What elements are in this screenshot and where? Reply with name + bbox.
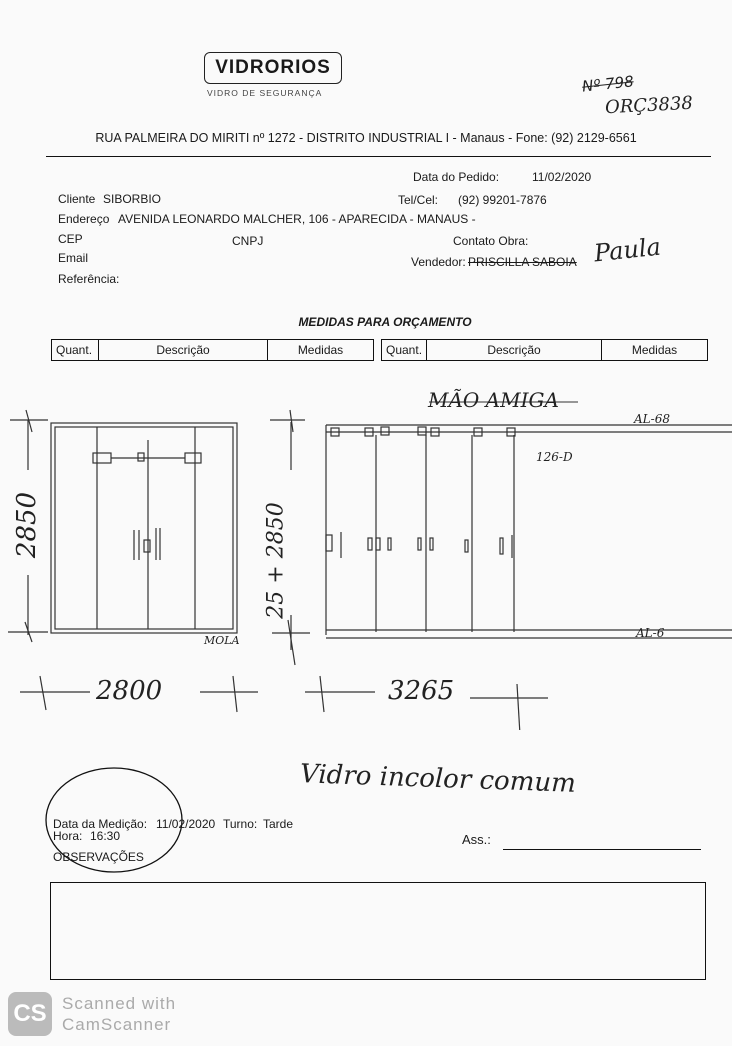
- company-address: RUA PALMEIRA DO MIRITI nº 1272 - DISTRITO INDUSTRIAL I - Manaus - Fone: (92) 2129-6561: [95, 131, 637, 145]
- observations-label: OBSERVAÇÕES: [53, 850, 144, 864]
- address-label: Endereço: [58, 212, 110, 226]
- left-height-label: 2850: [12, 491, 43, 559]
- col-qty: Quant.: [52, 340, 99, 361]
- phone-value: (92) 99201-7876: [458, 193, 547, 207]
- col-desc: Descrição: [427, 340, 602, 361]
- signature-line: [503, 849, 701, 850]
- profile-note-top: AL-68: [634, 412, 670, 426]
- order-number-crossed: Nº 798: [581, 72, 635, 96]
- measures-table-left: [51, 339, 374, 361]
- mola-label: MOLA: [204, 634, 240, 647]
- seller-value: PRISCILLA SABOIA: [468, 255, 577, 269]
- sketch-title: MÃO AMIGA: [428, 388, 559, 412]
- profile-note-mid: 126-D: [536, 450, 573, 464]
- order-number-handwritten: ORÇ3838: [604, 92, 694, 119]
- col-qty: Quant.: [382, 340, 427, 361]
- company-tagline: VIDRO DE SEGURANÇA: [207, 88, 323, 98]
- contact-value: Paula: [592, 232, 663, 268]
- contact-label: Contato Obra:: [453, 234, 529, 248]
- left-width-label: 2800: [96, 676, 163, 706]
- measures-title: MEDIDAS PARA ORÇAMENTO: [298, 315, 472, 329]
- col-meas: Medidas: [268, 340, 374, 361]
- client-value: SIBORBIO: [103, 192, 162, 206]
- cep-label: CEP: [58, 232, 83, 246]
- signature-label: Ass.:: [462, 832, 491, 847]
- phone-label: Tel/Cel:: [398, 193, 439, 207]
- profile-note-bottom: AL-6: [636, 626, 665, 640]
- observations-box: [50, 882, 706, 980]
- scanner-watermark: [8, 992, 176, 1036]
- order-date-value: 11/02/2020: [532, 170, 592, 184]
- time-value: 16:30: [90, 829, 121, 843]
- measure-date-label: Data da Medição:: [53, 817, 148, 831]
- time-label: Hora:: [53, 829, 83, 843]
- camscanner-logo-icon: CS: [8, 992, 52, 1036]
- seller-label: Vendedor:: [411, 255, 466, 269]
- company-logo: VIDRORIOS: [204, 52, 342, 84]
- address-value: AVENIDA LEONARDO MALCHER, 106 - APARECIDA - MANAUS -: [118, 212, 476, 226]
- header-divider: [46, 156, 711, 157]
- right-width-label: 3265: [388, 676, 455, 706]
- col-desc: Descrição: [99, 340, 268, 361]
- measure-date-value: 11/02/2020: [156, 817, 216, 831]
- watermark-line2: CamScanner: [62, 1015, 172, 1034]
- right-height-label: 25 + 2850: [263, 502, 289, 619]
- col-meas: Medidas: [602, 340, 708, 361]
- reference-label: Referência:: [58, 272, 120, 286]
- cnpj-label: CNPJ: [232, 234, 264, 248]
- client-label: Cliente: [58, 192, 96, 206]
- shift-label: Turno:: [223, 817, 258, 831]
- glass-note: Vidro incolor comum: [299, 759, 577, 799]
- measures-table-right: [381, 339, 708, 361]
- shift-value: Tarde: [263, 817, 294, 831]
- watermark-line1: Scanned with: [62, 994, 177, 1013]
- email-label: Email: [58, 251, 89, 265]
- order-date-label: Data do Pedido:: [413, 170, 500, 184]
